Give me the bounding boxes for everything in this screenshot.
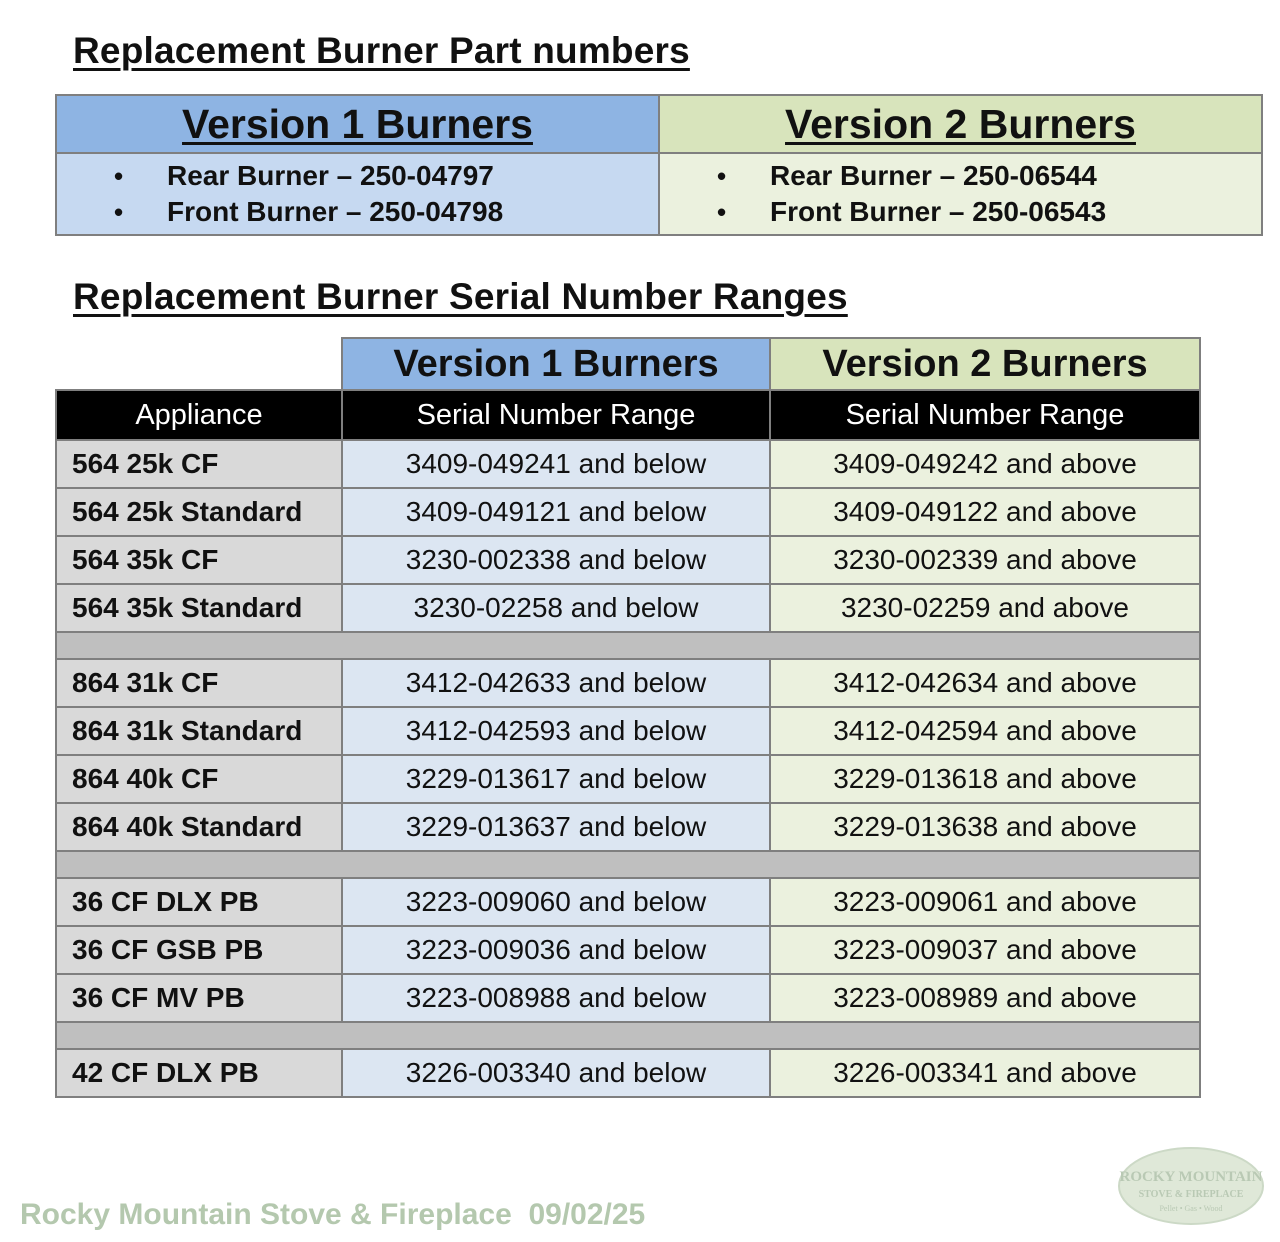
version2-range-cell: 3229-013638 and above: [770, 803, 1200, 851]
group-separator: [56, 851, 1200, 878]
version1-range-cell: 3226-003340 and below: [342, 1049, 770, 1097]
part-numbers-table: [55, 94, 1263, 236]
version2-header: [659, 95, 1262, 153]
group-separator: [56, 1022, 1200, 1049]
version1-range-cell: 3409-049241 and below: [342, 440, 770, 488]
version1-range-cell: 3229-013637 and below: [342, 803, 770, 851]
svg-text:STOVE & FIREPLACE: STOVE & FIREPLACE: [1138, 1189, 1244, 1200]
appliance-cell: 864 31k Standard: [56, 707, 342, 755]
version1-serial-column-header: Serial Number Range: [342, 390, 770, 440]
version1-range-cell: 3223-008988 and below: [342, 974, 770, 1022]
svg-text:Pellet • Gas • Wood: Pellet • Gas • Wood: [1159, 1204, 1223, 1213]
version1-parts-cell: [56, 153, 659, 235]
rear-burner-part: • Rear Burner – 250-04797: [57, 158, 658, 194]
appliance-cell: 564 35k CF: [56, 536, 342, 584]
appliance-cell: 864 31k CF: [56, 659, 342, 707]
empty-corner: [56, 338, 342, 390]
version2-range-cell: 3412-042634 and above: [770, 659, 1200, 707]
table-row: [56, 878, 1200, 926]
front-burner-part: • Front Burner – 250-06543: [660, 194, 1261, 230]
appliance-column-header: Appliance: [56, 390, 342, 440]
appliance-cell: 36 CF MV PB: [56, 974, 342, 1022]
version1-range-cell: 3412-042593 and below: [342, 707, 770, 755]
version2-range-cell: 3223-009037 and above: [770, 926, 1200, 974]
table-row: [56, 974, 1200, 1022]
table-row: [56, 803, 1200, 851]
version2-title: Version 2 Burners: [785, 100, 1136, 147]
version1-range-cell: 3223-009036 and below: [342, 926, 770, 974]
version1-range-cell: 3230-02258 and below: [342, 584, 770, 632]
version1-range-cell: 3230-002338 and below: [342, 536, 770, 584]
table-row: [56, 488, 1200, 536]
footer-company: Rocky Mountain Stove & Fireplace: [20, 1198, 512, 1231]
table-row: [56, 584, 1200, 632]
rocky-mountain-logo: [1116, 1145, 1266, 1227]
rear-burner-part: • Rear Burner – 250-06544: [660, 158, 1261, 194]
appliance-cell: 36 CF DLX PB: [56, 878, 342, 926]
appliance-cell: 42 CF DLX PB: [56, 1049, 342, 1097]
footer: [20, 1198, 645, 1232]
table-row: [56, 707, 1200, 755]
front-burner-part: • Front Burner – 250-04798: [57, 194, 658, 230]
table-row: [56, 926, 1200, 974]
version1-header: [56, 95, 659, 153]
version1-range-cell: 3223-009060 and below: [342, 878, 770, 926]
version2-range-header: Version 2 Burners: [770, 338, 1200, 390]
appliance-cell: 564 35k Standard: [56, 584, 342, 632]
serial-ranges-heading: Replacement Burner Serial Number Ranges: [73, 276, 848, 317]
serial-ranges-body: [56, 440, 1200, 1097]
version2-range-cell: 3409-049122 and above: [770, 488, 1200, 536]
table-row: [56, 536, 1200, 584]
separator-cell: [56, 851, 1200, 878]
version1-title: Version 1 Burners: [182, 100, 533, 147]
appliance-cell: 564 25k Standard: [56, 488, 342, 536]
appliance-cell: 864 40k Standard: [56, 803, 342, 851]
version1-range-cell: 3409-049121 and below: [342, 488, 770, 536]
version1-range-header: Version 1 Burners: [342, 338, 770, 390]
version2-range-cell: 3230-002339 and above: [770, 536, 1200, 584]
table-row: [56, 440, 1200, 488]
version1-range-cell: 3229-013617 and below: [342, 755, 770, 803]
group-separator: [56, 632, 1200, 659]
table-row: [56, 755, 1200, 803]
table-row: [56, 659, 1200, 707]
version2-range-cell: 3409-049242 and above: [770, 440, 1200, 488]
version2-range-cell: 3230-02259 and above: [770, 584, 1200, 632]
version2-parts-list: [660, 156, 1261, 232]
version2-parts-cell: [659, 153, 1262, 235]
version2-range-cell: 3223-008989 and above: [770, 974, 1200, 1022]
version2-serial-column-header: Serial Number Range: [770, 390, 1200, 440]
appliance-cell: 864 40k CF: [56, 755, 342, 803]
part-numbers-heading: Replacement Burner Part numbers: [73, 30, 690, 71]
footer-date: 09/02/25: [528, 1198, 646, 1231]
svg-text:ROCKY MOUNTAIN: ROCKY MOUNTAIN: [1119, 1169, 1263, 1185]
version1-parts-list: [57, 156, 658, 232]
version2-range-cell: 3223-009061 and above: [770, 878, 1200, 926]
serial-ranges-table: [55, 337, 1201, 1098]
table-row: [56, 1049, 1200, 1097]
version2-range-cell: 3412-042594 and above: [770, 707, 1200, 755]
separator-cell: [56, 1022, 1200, 1049]
version2-range-cell: 3229-013618 and above: [770, 755, 1200, 803]
appliance-cell: 564 25k CF: [56, 440, 342, 488]
appliance-cell: 36 CF GSB PB: [56, 926, 342, 974]
separator-cell: [56, 632, 1200, 659]
version2-range-cell: 3226-003341 and above: [770, 1049, 1200, 1097]
version1-range-cell: 3412-042633 and below: [342, 659, 770, 707]
